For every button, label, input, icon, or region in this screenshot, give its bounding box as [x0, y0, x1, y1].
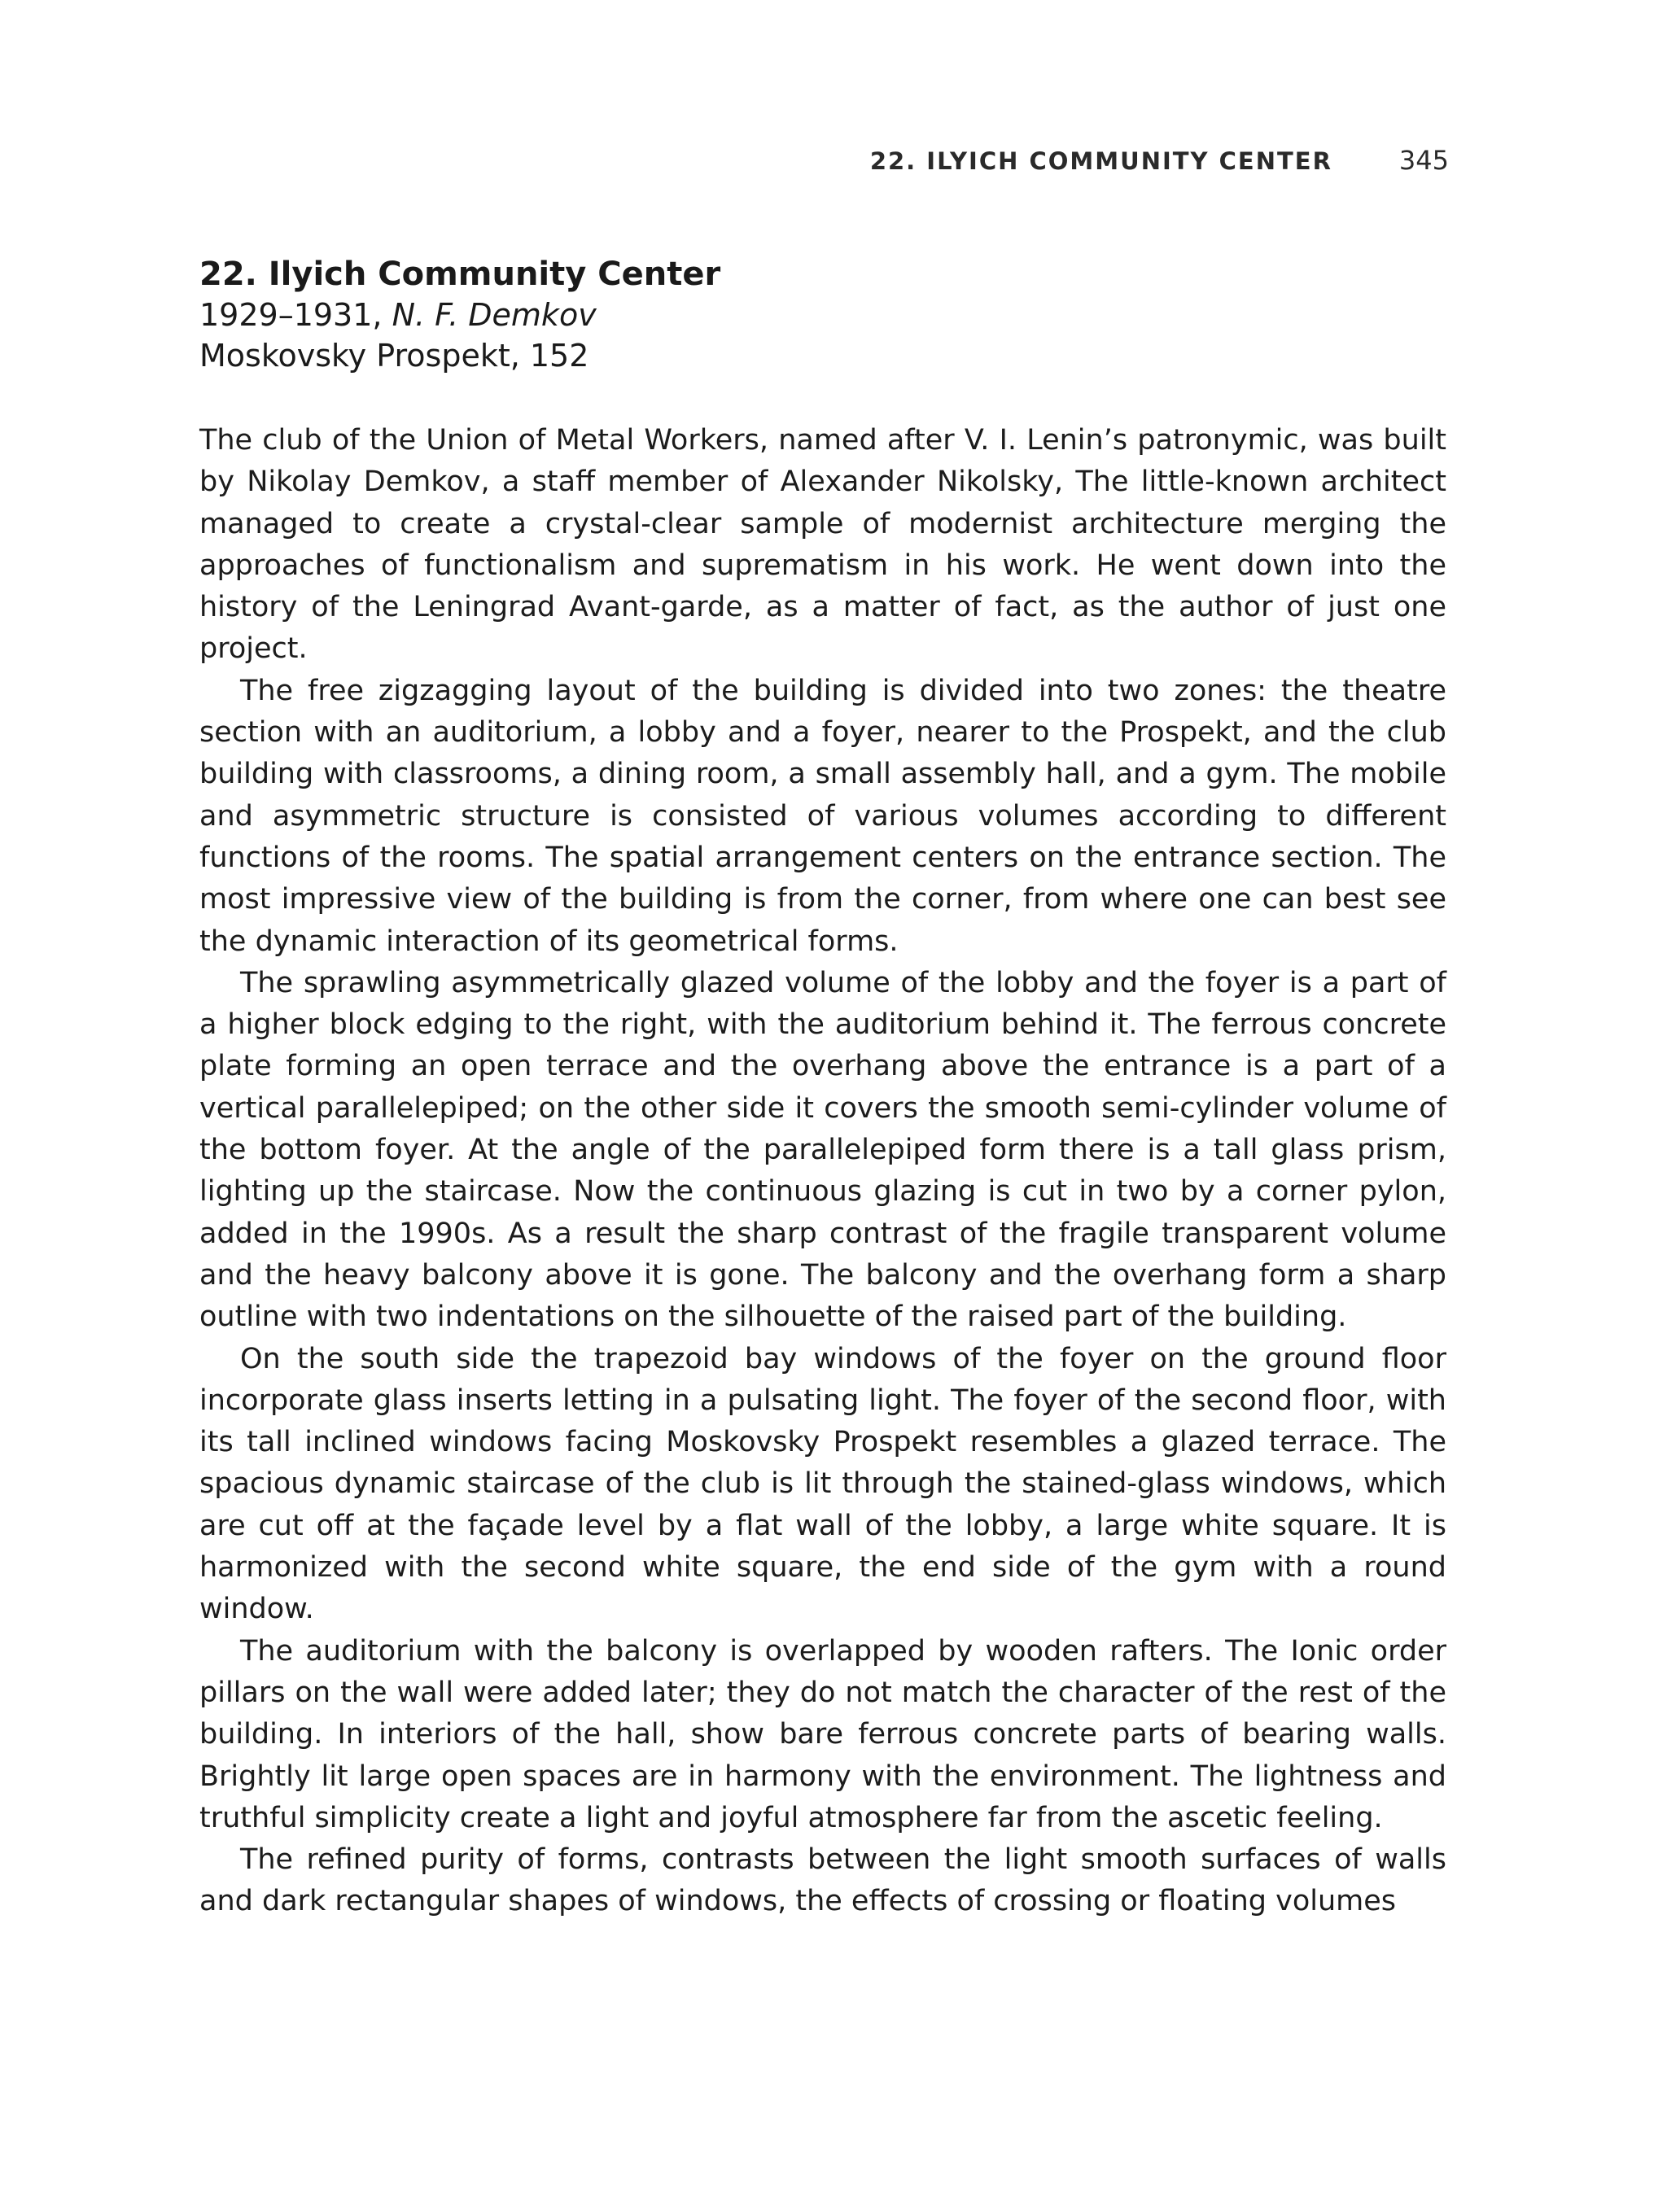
- paragraph-5: The auditorium with the balcony is overlapped by wooden rafters. The Ionic order pillars on the wall were added later; they do not match the character of the rest of the building. In interiors of the hall, show bare ferrous concrete parts of bearing walls. Brightly lit large open spaces are in harmony with the environment. The lightness and truthful simplicity create a light and joyful atmosphere far from the ascetic feeling.: [199, 1634, 1446, 1834]
- paragraph-3: The sprawling asymmetrically glazed volume of the lobby and the foyer is a part of a higher block edging to the right, with the auditorium behind it. The ferrous concrete plate forming an open terrace and the overhang above the entrance is a part of a vertical parallelepiped; on the other side it covers the smooth semi-cylinder volume of the bottom foyer. At the angle of the parallelepiped form there is a tall glass prism, lighting up the staircase. Now the continuous glazing is cut in two by a corner pylon, added in the 1990s. As a result the sharp contrast of the fragile transparent volume and the heavy balcony above it is gone. The balcony and the overhang form a sharp outline with two indentations on the silhouette of the raised part of the building.: [199, 966, 1446, 1334]
- entry-years: 1929–1931,: [199, 297, 392, 333]
- body-text: [199, 420, 1446, 1923]
- entry-address: Moskovsky Prospekt, 152: [199, 338, 589, 374]
- paragraph-2: The free zigzagging layout of the building is divided into two zones: the theatre section with an auditorium, a lobby and a foyer, nearer to the Prospekt, and the club building with classrooms, a dining room, a small assembly hall, and a gym. The mobile and asymmetric structure is consisted of various volumes according to different functions of the rooms. The spatial arrangement centers on the entrance section. The most impressive view of the building is from the corner, from where one can best see the dynamic interaction of its geometrical forms.: [199, 674, 1446, 958]
- entry-architect: N. F. Demkov: [392, 297, 597, 333]
- page-number: 345: [1398, 145, 1449, 176]
- paragraph-6: The refined purity of forms, contrasts between the light smooth surfaces of walls and dark rectangular shapes of windows, the effects of crossing or floating volumes: [199, 1843, 1446, 1918]
- paragraph-4: On the south side the trapezoid bay windows of the foyer on the ground floor incorporate glass inserts letting in a pulsating light. The foyer of the second floor, with its tall inclined windows facing Moskovsky Prospekt resembles a glazed terrace. The spacious dynamic staircase of the club is lit through the stained-glass windows, which are cut off at the façade level by a flat wall of the lobby, a large white square. It is harmonized with the second white square, the end side of the gym with a round window.: [199, 1342, 1446, 1626]
- running-head: [870, 145, 1449, 176]
- entry-date-architect: [199, 295, 720, 335]
- paragraph-1: The club of the Union of Metal Workers, named after V. I. Lenin’s patronymic, was built by Nikolay Demkov, a staff member of Alexander Nikolsky, The little-known architect managed to create a crystal-clear sample of modernist architecture merging the approaches of functionalism and suprematism in his work. He went down into the history of the Leningrad Avant-garde, as a matter of fact, as the author of just one project.: [199, 424, 1446, 666]
- entry-header: [199, 254, 720, 376]
- entry-title: 22. Ilyich Community Center: [199, 256, 721, 293]
- running-head-title: 22. ILYICH COMMUNITY CENTER: [869, 147, 1332, 175]
